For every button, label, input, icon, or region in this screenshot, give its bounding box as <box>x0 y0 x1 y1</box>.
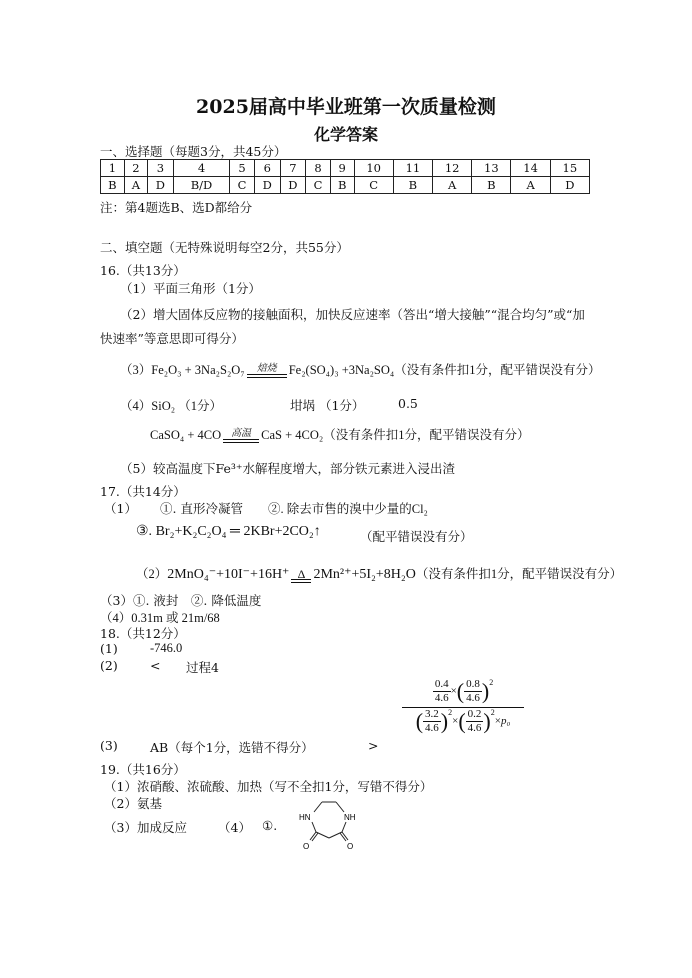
q17-answer-3: （3）①. 液封 ②. 降低温度 <box>100 593 262 608</box>
table-cell: 10 <box>354 160 393 177</box>
section1-heading: 一、选择题（每题3分，共45分） <box>100 144 287 159</box>
q19-answer-1: （1）浓硝酸、浓硫酸、加热（写不全扣1分，写错不得分） <box>104 779 433 794</box>
table-cell: 4 <box>173 160 230 177</box>
table-row-numbers <box>101 160 590 177</box>
q18-a1-value: -746.0 <box>150 641 183 655</box>
fraction-numerator: 0.8 <box>466 678 480 690</box>
q16-a3-note: （没有条件扣1分，配平错误没有分） <box>394 363 601 377</box>
table-cell: B <box>330 177 354 194</box>
q16-a4-eq-note: （没有条件扣1分，配平错误没有分） <box>323 428 530 442</box>
q16-answer-2-line1: （2）增大固体反应物的接触面积，加快反应速率（答出“增大接触”“混合均匀”或“加 <box>120 307 585 322</box>
q17-a2-condition: Δ <box>297 567 306 581</box>
q18-a3-label: (3) <box>100 738 118 753</box>
table-cell: 8 <box>306 160 331 177</box>
answer-table <box>100 159 590 194</box>
table-cell: A <box>511 177 550 194</box>
fraction-numerator: 0.4 <box>434 678 449 690</box>
q16-answer-2-line2: 快速率”等意思即可得分） <box>100 331 244 346</box>
q16-a4-b: 坩埚 （1分） <box>290 398 365 413</box>
q18-a2-sign: < <box>150 658 161 673</box>
fraction <box>423 708 441 735</box>
table-cell: C <box>306 177 331 194</box>
q17-answer-4: （4）0.31m 或 21m/68 <box>100 611 220 625</box>
fraction <box>464 678 482 705</box>
q17-a1-iii-prefix: ③. <box>136 524 153 539</box>
table-cell: 5 <box>230 160 255 177</box>
times-sign: × <box>450 685 457 698</box>
q16-a4-eq-right: CaS + 4CO₂ <box>261 428 324 442</box>
q16-answer-3 <box>120 360 601 378</box>
table-cell: 12 <box>433 160 472 177</box>
table-cell: 14 <box>511 160 550 177</box>
exponent: 2 <box>489 678 494 687</box>
fraction <box>433 678 451 705</box>
table-cell: B <box>101 177 125 194</box>
q16-answer-1: （1）平面三角形（1分） <box>120 281 261 296</box>
page-title: 2025届高中毕业班第一次质量检测 <box>196 96 496 118</box>
pressure-symbol: p₀ <box>500 715 511 728</box>
table-cell: D <box>148 177 174 194</box>
q16-a4-a: SiO₂ （1分） <box>151 399 222 413</box>
q19-a4-i: ①. <box>262 818 278 833</box>
fraction-denominator: 4.6 <box>425 722 439 734</box>
q18-a2-value: 过程4 <box>186 660 219 675</box>
q16-a3-prefix: （3） <box>120 363 152 377</box>
table-cell: C <box>354 177 393 194</box>
table-cell: 3 <box>148 160 174 177</box>
page-subtitle: 化学答案 <box>313 125 378 144</box>
fraction-denominator: 4.6 <box>467 722 482 734</box>
q18-a3-sign: > <box>368 738 379 753</box>
q17-a2-right: 2Mn²⁺+5I₂+8H₂O <box>313 567 416 582</box>
q17-a1-ii: ②. 除去市售的溴中少量的Cl₂ <box>268 502 428 516</box>
reaction-condition-arrow <box>223 429 259 443</box>
q16-a4-prefix: （4） <box>120 399 152 413</box>
q17-a1-iii-note: （配平错误没有分） <box>360 529 473 544</box>
reaction-condition-arrow <box>247 364 287 378</box>
q17-a1-i: ①. 直形冷凝管 <box>160 501 243 516</box>
q16-a3-right: Fe₂(SO₄)₃ +3Na₂SO₄ <box>288 363 395 377</box>
q18-a1-label: (1) <box>100 641 118 656</box>
exponent: 2 <box>448 708 453 717</box>
q16-answer-4 <box>120 396 222 414</box>
table-cell: A <box>433 177 472 194</box>
table-cell: 9 <box>330 160 354 177</box>
table-row-answers <box>101 177 590 194</box>
table-cell: D <box>550 177 589 194</box>
times-sign: × <box>494 715 501 728</box>
section1-note: 注：第4题选B、选D都给分 <box>100 200 253 215</box>
table-cell: 7 <box>280 160 306 177</box>
q16-a4-equation <box>150 425 530 443</box>
table-cell: B/D <box>173 177 230 194</box>
table-cell: B <box>393 177 432 194</box>
structure-label-hn: HN <box>299 813 311 822</box>
kp-numerator: $\frac{0.4}{4.6}$ ×( $\frac{0.8}{4.6}$ )$^2$ <box>434 678 494 704</box>
q16-a4-eq-condition: 高温 <box>231 428 252 439</box>
table-cell: 15 <box>550 160 589 177</box>
section2-heading: 二、填空题（无特殊说明每空2分，共55分） <box>100 240 349 255</box>
table-cell: 13 <box>472 160 511 177</box>
q17-header: 17.（共14分） <box>100 484 186 499</box>
q19-answer-2: （2）氨基 <box>104 796 162 811</box>
q19-a4-prefix: （4） <box>218 820 251 835</box>
kp-denominator: ( $\frac{3.2}{4.6}$ )$^2$×( $\frac{0.2}{4.6}$ )$^2$×p₀ <box>402 707 524 735</box>
table-cell: 11 <box>393 160 432 177</box>
structure-label-nh: NH <box>344 813 356 822</box>
fraction <box>466 708 484 735</box>
structure-label-o-left: O <box>303 842 310 850</box>
q16-a4-eq-left: CaSO₄ + 4CO <box>150 428 222 442</box>
fraction-denominator: 4.6 <box>466 692 480 704</box>
q17-a1-prefix: （1） <box>104 501 137 516</box>
table-cell: D <box>280 177 306 194</box>
q17-a2-note: （没有条件扣1分，配平错误没有分） <box>415 567 623 581</box>
table-cell: 6 <box>254 160 280 177</box>
q16-a4-c: 0.5 <box>398 396 418 411</box>
table-cell: B <box>472 177 511 194</box>
structure-label-o-right: O <box>347 842 354 850</box>
structure-diagram <box>296 796 362 850</box>
q18-a3-value: AB（每个1分，选错不得分） <box>150 740 314 755</box>
kp-expression <box>402 678 524 735</box>
q17-a1-iii-equation: Br₂+K₂C₂O₄ ═ 2KBr+2CO₂↑ <box>155 524 321 539</box>
fraction-numerator: 0.2 <box>467 708 482 720</box>
q19-answer-3: （3）加成反应 <box>104 820 187 835</box>
times-sign: × <box>452 715 459 728</box>
q17-a1-iii <box>136 523 321 540</box>
q16-a3-left: Fe₂O₃ + 3Na₂S₂O₇ <box>151 363 245 377</box>
q17-answer-2 <box>136 564 622 583</box>
q19-header: 19.（共16分） <box>100 762 186 777</box>
q17-a2-left: 2MnO₄⁻+10I⁻+16H⁺ <box>167 567 290 582</box>
reaction-condition-arrow <box>291 569 311 583</box>
table-cell: C <box>230 177 255 194</box>
q17-a2-prefix: （2） <box>136 567 168 581</box>
q18-header: 18.（共12分） <box>100 626 186 641</box>
table-cell: D <box>254 177 280 194</box>
q16-answer-5: （5）较高温度下Fe³⁺水解程度增大，部分铁元素进入浸出渣 <box>120 461 455 476</box>
q16-header: 16.（共13分） <box>100 263 186 278</box>
table-cell: 1 <box>101 160 125 177</box>
table-cell: 2 <box>124 160 147 177</box>
table-cell: A <box>124 177 147 194</box>
q16-a3-condition: 焙烧 <box>256 363 277 374</box>
q18-a2-label: (2) <box>100 658 118 673</box>
fraction-denominator: 4.6 <box>434 692 449 704</box>
fraction-numerator: 3.2 <box>425 708 439 720</box>
exponent: 2 <box>490 708 495 717</box>
